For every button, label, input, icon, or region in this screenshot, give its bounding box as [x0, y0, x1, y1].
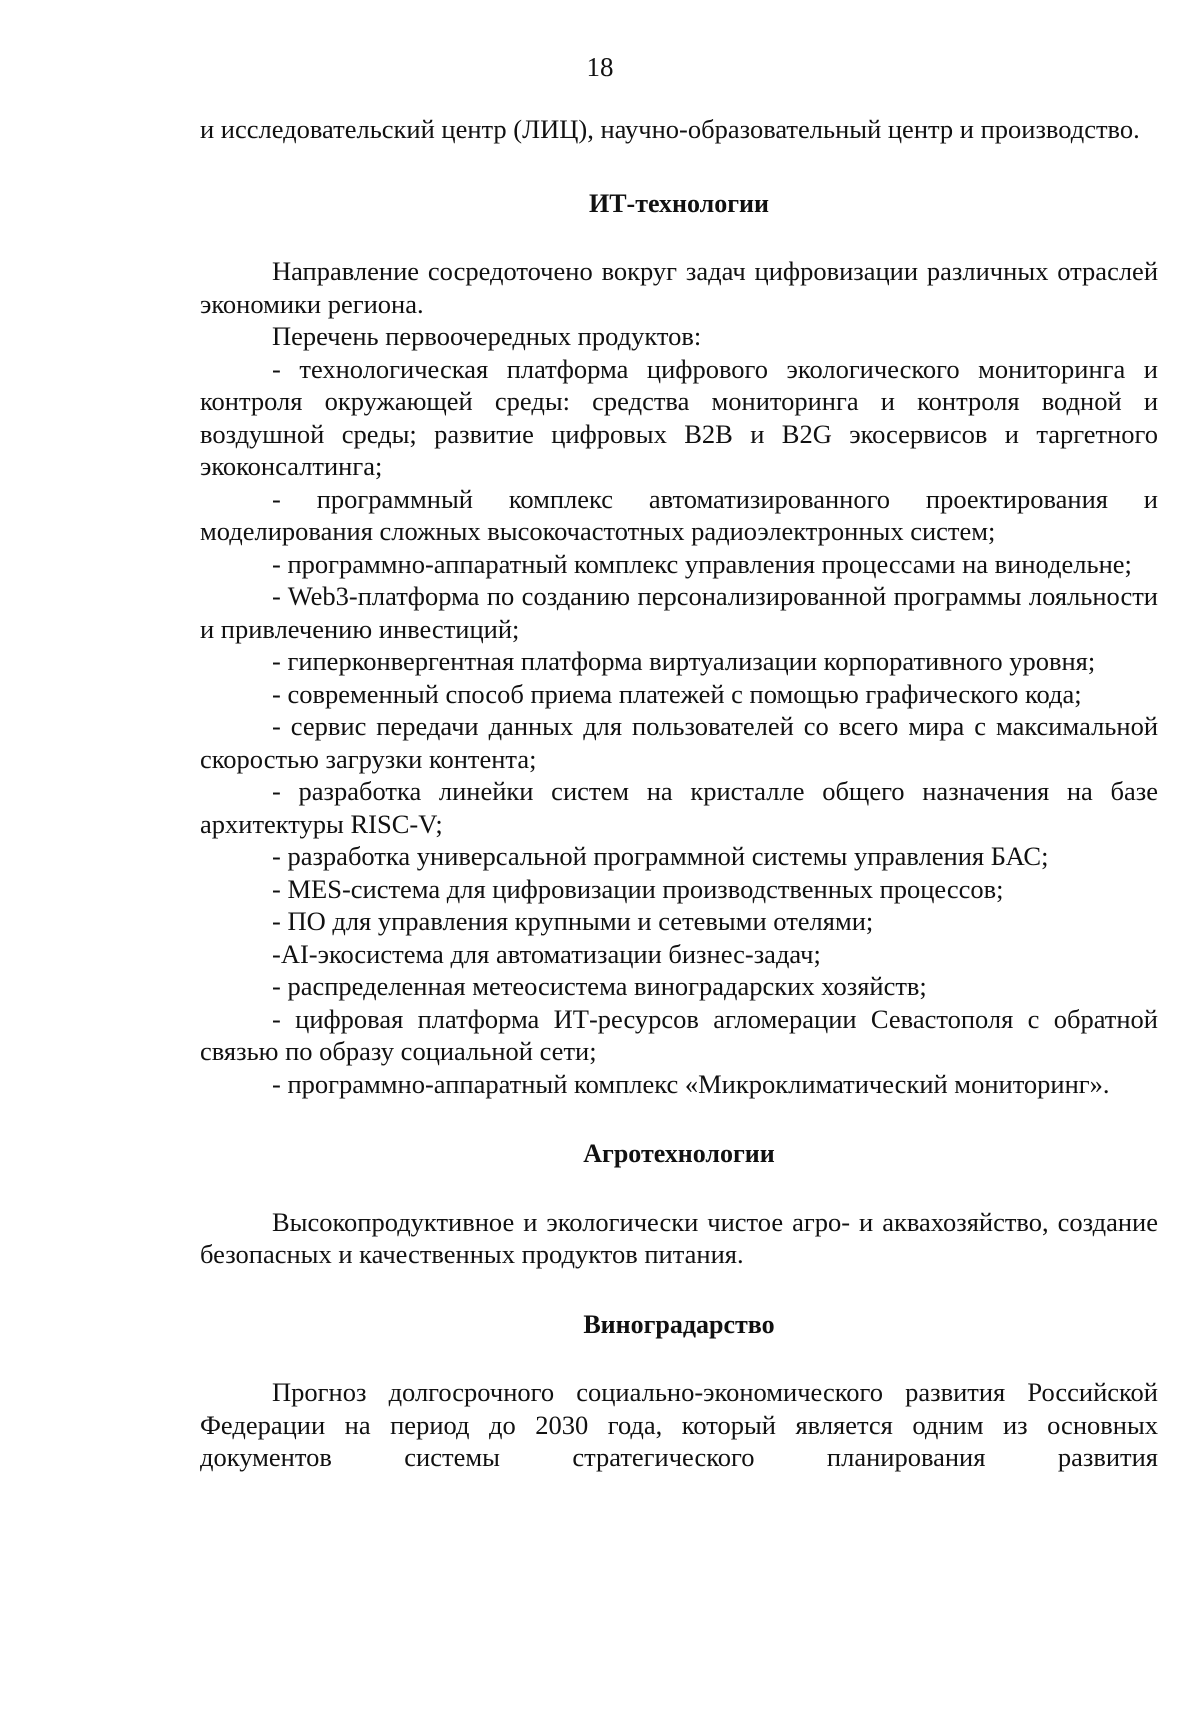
list-item: - гиперконвергентная платформа виртуализации корпоративного уровня; [272, 646, 1096, 676]
page-number: 18 [586, 52, 614, 82]
list-item: - программно-аппаратный комплекс «Микроклиматический мониторинг». [272, 1068, 1110, 1099]
list-item: - технологическая платформа цифрового экологического мониторинга и контроля окружающей среды: средства мониторинга и контроля водной и воздушной среды; развитие цифровых B2B и B2G экосервисов и таргетного экоконсалтинга; [200, 353, 1158, 481]
it-intro-paragraph: Направление сосредоточено вокруг задач цифровизации различных отраслей экономики региона. [200, 256, 1158, 319]
list-item: - программно-аппаратный комплекс управления процессами на винодельне; [272, 548, 1132, 579]
list-item: - современный способ приема платежей с помощью графического кода; [272, 678, 1082, 709]
list-item: - разработка линейки систем на кристалле общего назначения на базе архитектуры RISC-V; [200, 776, 1158, 839]
list-item: - разработка универсальной программной системы управления БАС; [272, 841, 1049, 871]
list-item: - ПО для управления крупными и сетевыми отелями; [272, 906, 874, 936]
list-item: - Web3-платформа по созданию персонализированной программы лояльности и привлечению инвестиций; [200, 581, 1158, 644]
agro-paragraph: Высокопродуктивное и экологически чистое агро- и аквахозяйство, создание безопасных и качественных продуктов питания. [200, 1206, 1158, 1269]
it-list-title: Перечень первоочередных продуктов: [272, 321, 702, 351]
viticulture-paragraph: Прогноз долгосрочного социально-экономического развития Российской Федерации на период до 2030 года, который является одним из основных документов системы стратегического планирования развития [200, 1377, 1158, 1472]
it-products-list [200, 353, 1158, 1101]
list-item: - MES-система для цифровизации производственных процессов; [272, 873, 1004, 904]
list-item: - распределенная метеосистема виноградарских хозяйств; [272, 971, 927, 1001]
list-item: -AI-экосистема для автоматизации бизнес-задач; [272, 938, 821, 969]
list-item: - цифровая платформа ИТ-ресурсов агломерации Севастополя с обратной связью по образу социальной сети; [200, 1003, 1158, 1066]
heading-it-technologies: ИТ-технологии [588, 188, 769, 218]
page-content [200, 113, 1158, 1474]
intro-paragraph: и исследовательский центр (ЛИЦ), научно-образовательный центр и производство. [200, 114, 1140, 144]
heading-agrotechnologies: Агротехнологии [583, 1139, 775, 1168]
heading-viticulture: Виноградарство [583, 1309, 775, 1339]
list-item: - сервис передачи данных для пользователей со всего мира с максимальной скоростью загрузки контента; [200, 711, 1158, 774]
list-item: - программный комплекс автоматизированного проектирования и моделирования сложных высокочастотных радиоэлектронных систем; [200, 483, 1158, 546]
